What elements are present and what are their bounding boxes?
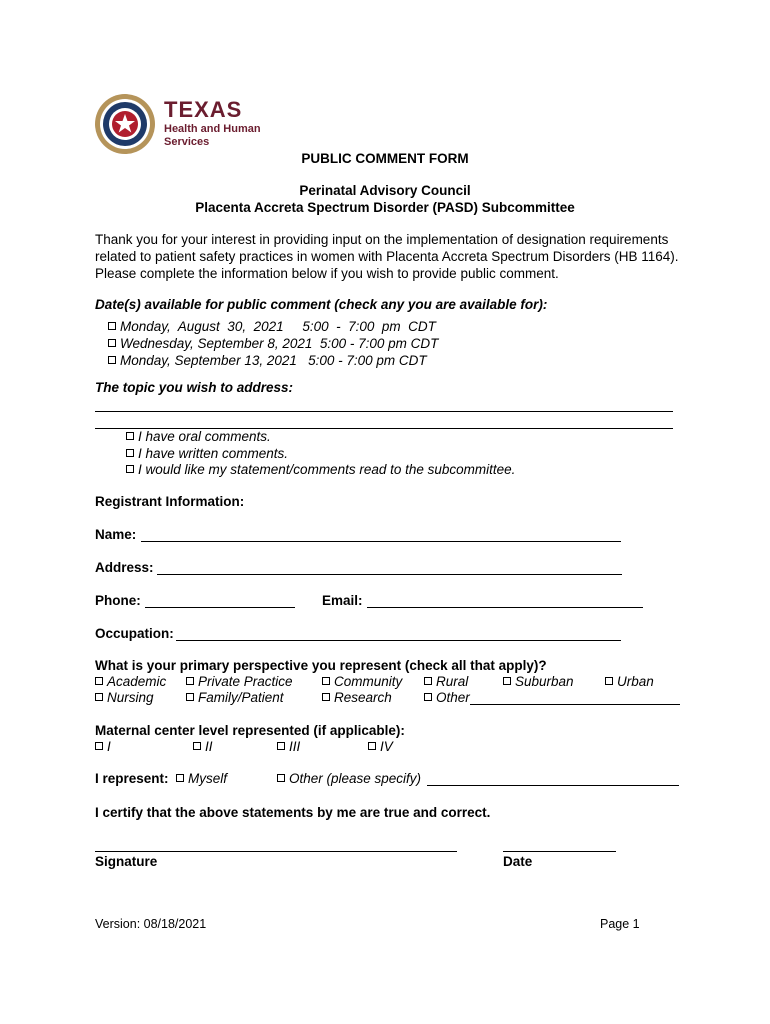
occupation-label: Occupation: bbox=[95, 626, 174, 641]
checkbox[interactable] bbox=[193, 742, 201, 750]
intro-line: Thank you for your interest in providing input on the implementation of designation requirements bbox=[95, 232, 669, 247]
perspective-option[interactable]: Community bbox=[322, 674, 402, 689]
texas-hhs-logo bbox=[94, 93, 264, 153]
checkbox[interactable] bbox=[424, 677, 432, 685]
date-label: Date bbox=[503, 854, 533, 869]
maternal-heading: Maternal center level represented (if applicable): bbox=[95, 723, 405, 738]
topic-line[interactable] bbox=[95, 411, 673, 412]
comment-option[interactable]: I would like my statement/comments read to the subcommittee. bbox=[126, 462, 515, 477]
maternal-level-option[interactable]: III bbox=[277, 739, 300, 754]
perspective-heading: What is your primary perspective you represent (check all that apply)? bbox=[95, 658, 547, 673]
address-field[interactable] bbox=[157, 574, 622, 575]
signature-field[interactable] bbox=[95, 851, 457, 852]
checkbox[interactable] bbox=[108, 339, 116, 347]
subcommittee-name: Placenta Accreta Spectrum Disorder (PASD) Subcommittee bbox=[195, 200, 575, 215]
phone-label: Phone: bbox=[95, 593, 141, 608]
checkbox[interactable] bbox=[322, 677, 330, 685]
checkbox[interactable] bbox=[322, 693, 330, 701]
name-field[interactable] bbox=[141, 541, 621, 542]
page-number: Page 1 bbox=[600, 917, 640, 931]
represent-option-other[interactable]: Other (please specify) bbox=[277, 771, 421, 786]
name-label: Name: bbox=[95, 527, 137, 542]
signature-label: Signature bbox=[95, 854, 158, 869]
other-perspective-field[interactable] bbox=[470, 704, 680, 705]
perspective-option[interactable]: Rural bbox=[424, 674, 468, 689]
checkbox[interactable] bbox=[503, 677, 511, 685]
checkbox[interactable] bbox=[95, 693, 103, 701]
logo-health: Health and Human bbox=[164, 123, 261, 135]
comment-option[interactable]: I have written comments. bbox=[126, 446, 288, 461]
topic-heading: The topic you wish to address: bbox=[95, 380, 294, 395]
date-option[interactable]: Monday, September 13, 2021 5:00 - 7:00 pm CDT bbox=[108, 353, 427, 368]
maternal-level-option[interactable]: I bbox=[95, 739, 111, 754]
intro-line: Please complete the information below if you wish to provide public comment. bbox=[95, 266, 559, 281]
checkbox[interactable] bbox=[95, 742, 103, 750]
logo-services: Services bbox=[164, 136, 210, 148]
checkbox[interactable] bbox=[424, 693, 432, 701]
date-field[interactable] bbox=[503, 851, 616, 852]
form-title: PUBLIC COMMENT FORM bbox=[301, 151, 469, 166]
occupation-field[interactable] bbox=[176, 640, 621, 641]
perspective-option[interactable]: Suburban bbox=[503, 674, 574, 689]
logo-texas: TEXAS bbox=[164, 97, 243, 122]
checkbox[interactable] bbox=[108, 356, 116, 364]
address-label: Address: bbox=[95, 560, 154, 575]
perspective-option[interactable]: Family/Patient bbox=[186, 690, 284, 705]
perspective-option[interactable]: Urban bbox=[605, 674, 654, 689]
checkbox[interactable] bbox=[277, 742, 285, 750]
checkbox[interactable] bbox=[126, 432, 134, 440]
registrant-heading: Registrant Information: bbox=[95, 494, 245, 509]
checkbox[interactable] bbox=[186, 677, 194, 685]
dates-heading: Date(s) available for public comment (check any you are available for): bbox=[95, 297, 548, 312]
perspective-option[interactable]: Private Practice bbox=[186, 674, 293, 689]
version-text: Version: 08/18/2021 bbox=[95, 917, 207, 931]
email-label: Email: bbox=[322, 593, 363, 608]
represent-option-myself[interactable]: Myself bbox=[176, 771, 227, 786]
checkbox[interactable] bbox=[176, 774, 184, 782]
date-option[interactable]: Monday, August 30, 2021 5:00 - 7:00 pm CDT bbox=[108, 319, 436, 334]
represent-other-field[interactable] bbox=[427, 785, 679, 786]
email-field[interactable] bbox=[367, 607, 643, 608]
council-name: Perinatal Advisory Council bbox=[299, 183, 471, 198]
perspective-option[interactable]: Academic bbox=[95, 674, 166, 689]
maternal-level-option[interactable]: II bbox=[193, 739, 213, 754]
checkbox[interactable] bbox=[605, 677, 613, 685]
checkbox[interactable] bbox=[186, 693, 194, 701]
date-option[interactable]: Wednesday, September 8, 2021 5:00 - 7:00 pm CDT bbox=[108, 336, 438, 351]
texas-seal-icon bbox=[94, 93, 156, 155]
comment-option[interactable]: I have oral comments. bbox=[126, 429, 271, 444]
checkbox[interactable] bbox=[368, 742, 376, 750]
checkbox[interactable] bbox=[126, 449, 134, 457]
checkbox[interactable] bbox=[126, 465, 134, 473]
perspective-option-other[interactable]: Other bbox=[424, 690, 470, 705]
phone-field[interactable] bbox=[145, 607, 295, 608]
intro-line: related to patient safety practices in women with Placenta Accreta Spectrum Disorders (HB 1164). bbox=[95, 249, 679, 264]
certify-statement: I certify that the above statements by me are true and correct. bbox=[95, 805, 491, 820]
represent-label: I represent: bbox=[95, 771, 169, 786]
perspective-option[interactable]: Research bbox=[322, 690, 392, 705]
maternal-level-option[interactable]: IV bbox=[368, 739, 393, 754]
checkbox[interactable] bbox=[108, 322, 116, 330]
checkbox[interactable] bbox=[95, 677, 103, 685]
checkbox[interactable] bbox=[277, 774, 285, 782]
perspective-option[interactable]: Nursing bbox=[95, 690, 154, 705]
